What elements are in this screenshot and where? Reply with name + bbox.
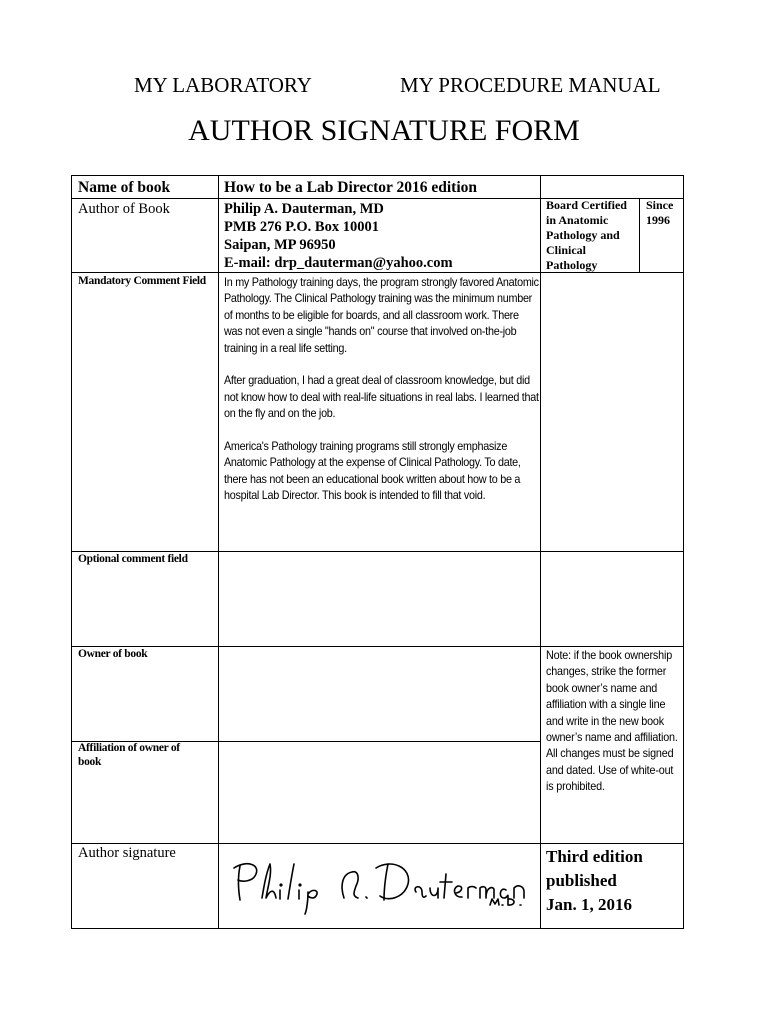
- author-email: E-mail: drp_dauterman@yahoo.com: [224, 255, 453, 271]
- form-title: AUTHOR SIGNATURE FORM: [188, 114, 580, 147]
- owner-of-book-label: Owner of book: [78, 648, 148, 660]
- table-border-top: [71, 175, 684, 176]
- col-divider-1: [218, 175, 219, 929]
- author-details: [224, 200, 453, 272]
- optional-comment-label: Optional comment field: [78, 553, 188, 565]
- signature-text: Philip A. Dauterman, M.D.: [226, 856, 237, 857]
- author-address-line-1: PMB 276 P.O. Box 10001: [224, 219, 379, 235]
- name-of-book-label: Name of book: [78, 179, 171, 196]
- affiliation-label: Affiliation of owner of book: [78, 742, 180, 768]
- comment-paragraph: America's Pathology training programs still strongly emphasize Anatomic Pathology at the expense of Clinical Pathology. To date, there has not been an educational book written about how to be a hospital Lab Director. This book is intended to fill that void.: [224, 439, 521, 503]
- comment-paragraph: In my Pathology training days, the program strongly favored Anatomic Pathology. The Clinical Pathology training was the minimum number of months to be eligible for boards, and all classroom work. There was not even a single "hands on" course that involved on-the-job training in a real life setting.: [224, 275, 539, 355]
- signature-drawing: [226, 856, 534, 916]
- author-name: Philip A. Dauterman, MD: [224, 201, 384, 217]
- name-of-book-value: How to be a Lab Director 2016 edition: [224, 179, 478, 196]
- ownership-note: Note: if the book ownership changes, strike the former book owner’s name and affiliation with a single line and write in the new book owner’s name and affiliation. All changes must be signed and dated. Use of white-out is prohibited.: [546, 648, 678, 794]
- edition-text: [546, 845, 643, 917]
- since-text: Since 1996: [646, 198, 674, 227]
- header-my-procedure-manual: MY PROCEDURE MANUAL: [400, 73, 661, 97]
- author-address-line-2: Saipan, MP 96950: [224, 237, 336, 253]
- author-signature-label: Author signature: [78, 845, 176, 861]
- table-border-bottom: [71, 928, 684, 929]
- author-of-book-label: Author of Book: [78, 201, 170, 217]
- col-divider-2: [540, 175, 541, 929]
- edition-line-1: Third edition: [546, 847, 643, 866]
- edition-line-3: Jan. 1, 2016: [546, 895, 632, 914]
- edition-line-2: published: [546, 871, 617, 890]
- table-border-left: [71, 175, 72, 929]
- author-signature-image: [226, 856, 534, 916]
- board-certified-text: Board Certified in Anatomic Pathology and Clinical Pathology: [546, 198, 627, 272]
- row-divider-3: [71, 551, 684, 552]
- mandatory-comment-text: [224, 274, 539, 504]
- mandatory-comment-label: Mandatory Comment Field: [78, 275, 206, 287]
- header-my-laboratory: MY LABORATORY: [134, 73, 312, 97]
- col-divider-3: [639, 198, 640, 272]
- table-border-right: [683, 175, 684, 929]
- comment-paragraph: After graduation, I had a great deal of classroom knowledge, but did not know how to deal with real-life situations in real labs. I learned that on the fly and on the job.: [224, 373, 539, 421]
